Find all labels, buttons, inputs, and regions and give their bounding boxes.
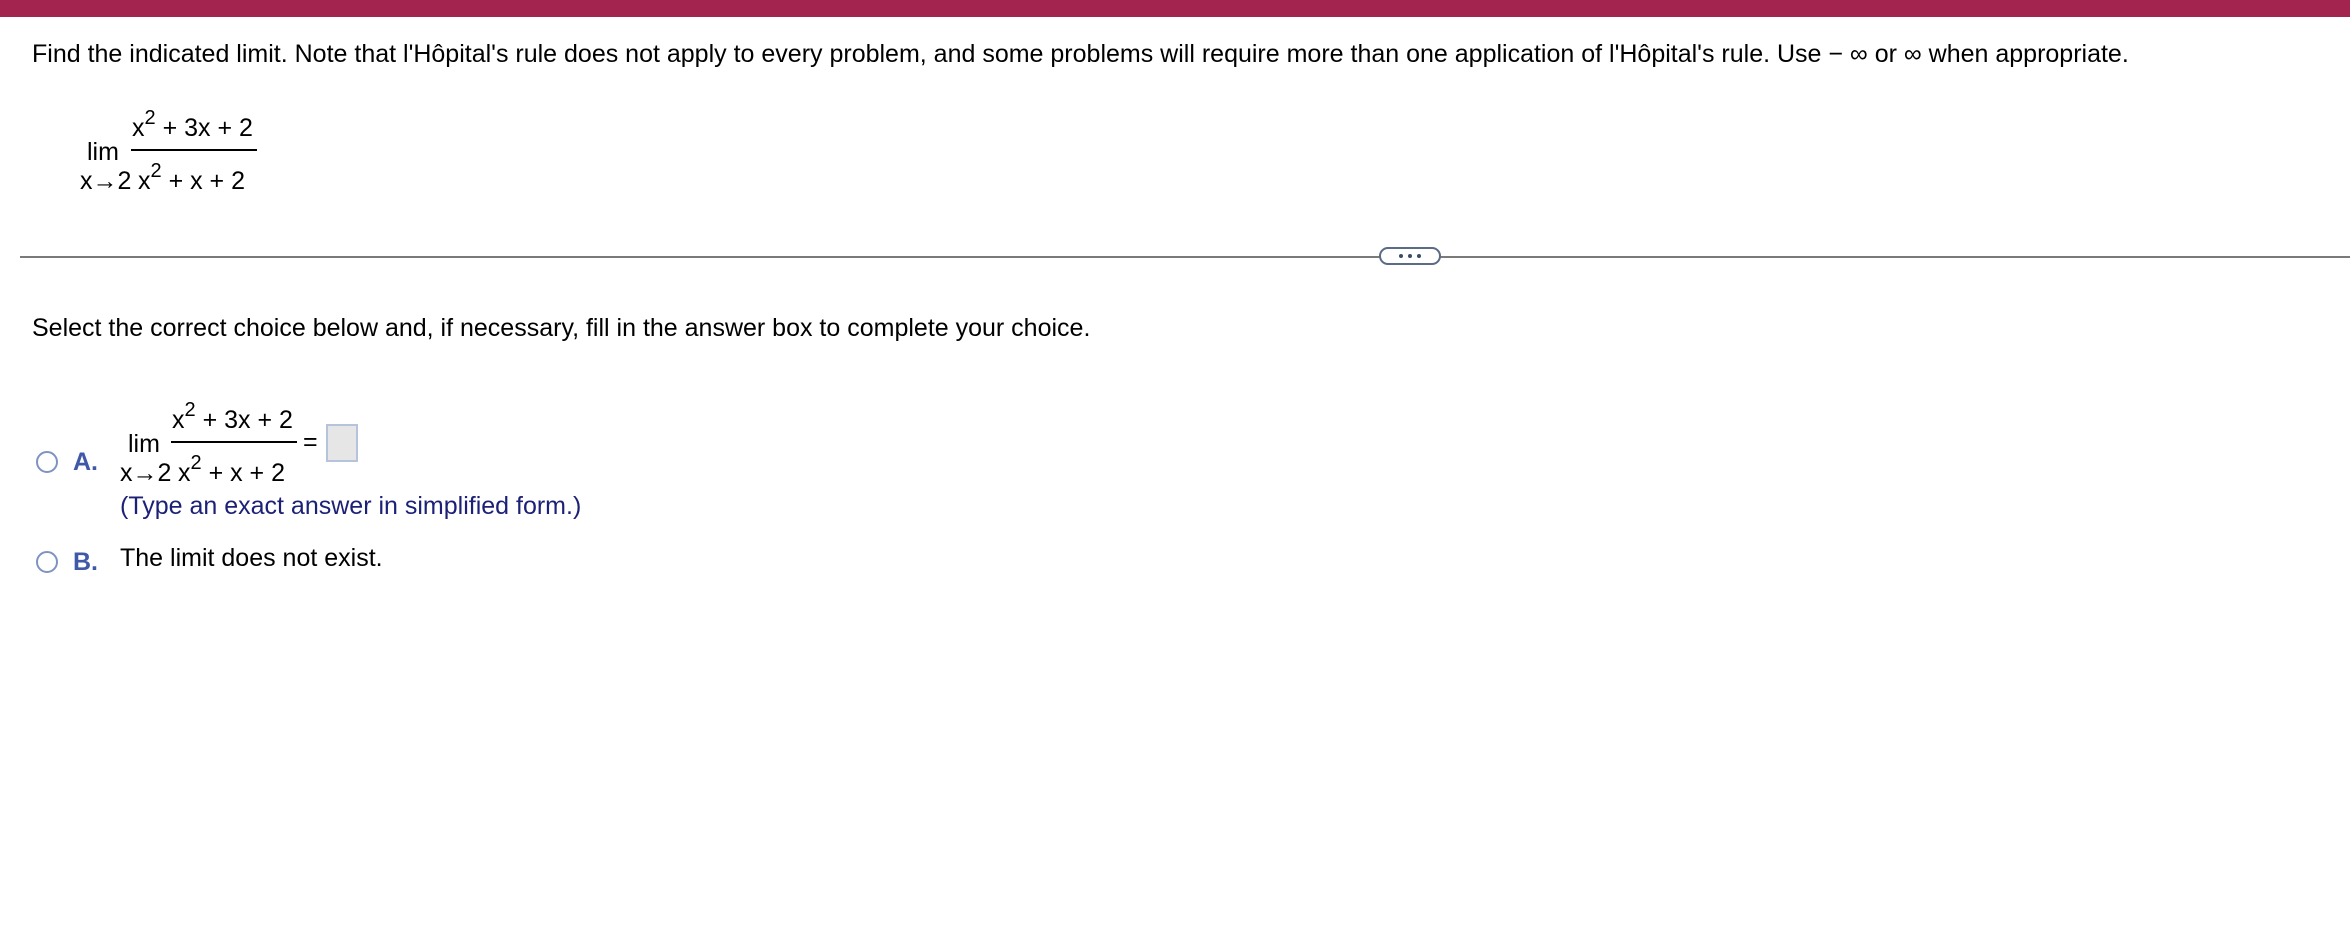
equals-sign: = xyxy=(303,428,318,456)
numerator-rest: + 3x + 2 xyxy=(155,114,253,142)
choice-a-letter: A. xyxy=(73,448,98,476)
denominator-exponent: 2 xyxy=(190,452,202,474)
section-divider xyxy=(20,256,2350,258)
denominator-base: x xyxy=(178,459,191,487)
choice-b-radio[interactable] xyxy=(36,551,58,573)
ellipsis-icon xyxy=(1408,254,1412,258)
answer-hint: (Type an exact answer in simplified form.) xyxy=(120,492,582,520)
denominator xyxy=(138,160,246,196)
numerator-base: x xyxy=(172,406,185,434)
answer-input-box[interactable] xyxy=(326,424,358,462)
fraction-bar xyxy=(131,149,257,151)
numerator-rest: + 3x + 2 xyxy=(195,406,293,434)
lim-label: lim xyxy=(87,138,119,166)
expand-button[interactable] xyxy=(1379,247,1441,265)
question-text: Find the indicated limit. Note that l'Hôpital's rule does not apply to every problem, and some problems will require more than one application of l'Hôpital's rule. Use − ∞ or ∞ when appropriate. xyxy=(32,40,2129,68)
denominator-base: x xyxy=(138,167,151,195)
fraction-bar xyxy=(171,441,297,443)
choice-b-letter: B. xyxy=(73,548,98,576)
numerator xyxy=(172,399,293,435)
numerator xyxy=(132,107,253,143)
ellipsis-icon xyxy=(1417,254,1421,258)
ellipsis-icon xyxy=(1399,254,1403,258)
numerator-base: x xyxy=(132,114,145,142)
numerator-exponent: 2 xyxy=(184,399,196,421)
instruction-text: Select the correct choice below and, if necessary, fill in the answer box to complete your choice. xyxy=(32,314,1091,342)
choice-a-radio[interactable] xyxy=(36,451,58,473)
lim-subscript: x→2 xyxy=(120,459,172,487)
denominator xyxy=(178,452,286,488)
denominator-rest: + x + 2 xyxy=(201,459,286,487)
lim-label: lim xyxy=(128,430,160,458)
numerator-exponent: 2 xyxy=(144,107,156,129)
denominator-rest: + x + 2 xyxy=(161,167,246,195)
denominator-exponent: 2 xyxy=(150,160,162,182)
choice-b-text: The limit does not exist. xyxy=(120,544,383,572)
lim-subscript: x→2 xyxy=(80,167,132,195)
top-accent-bar xyxy=(0,0,2350,17)
